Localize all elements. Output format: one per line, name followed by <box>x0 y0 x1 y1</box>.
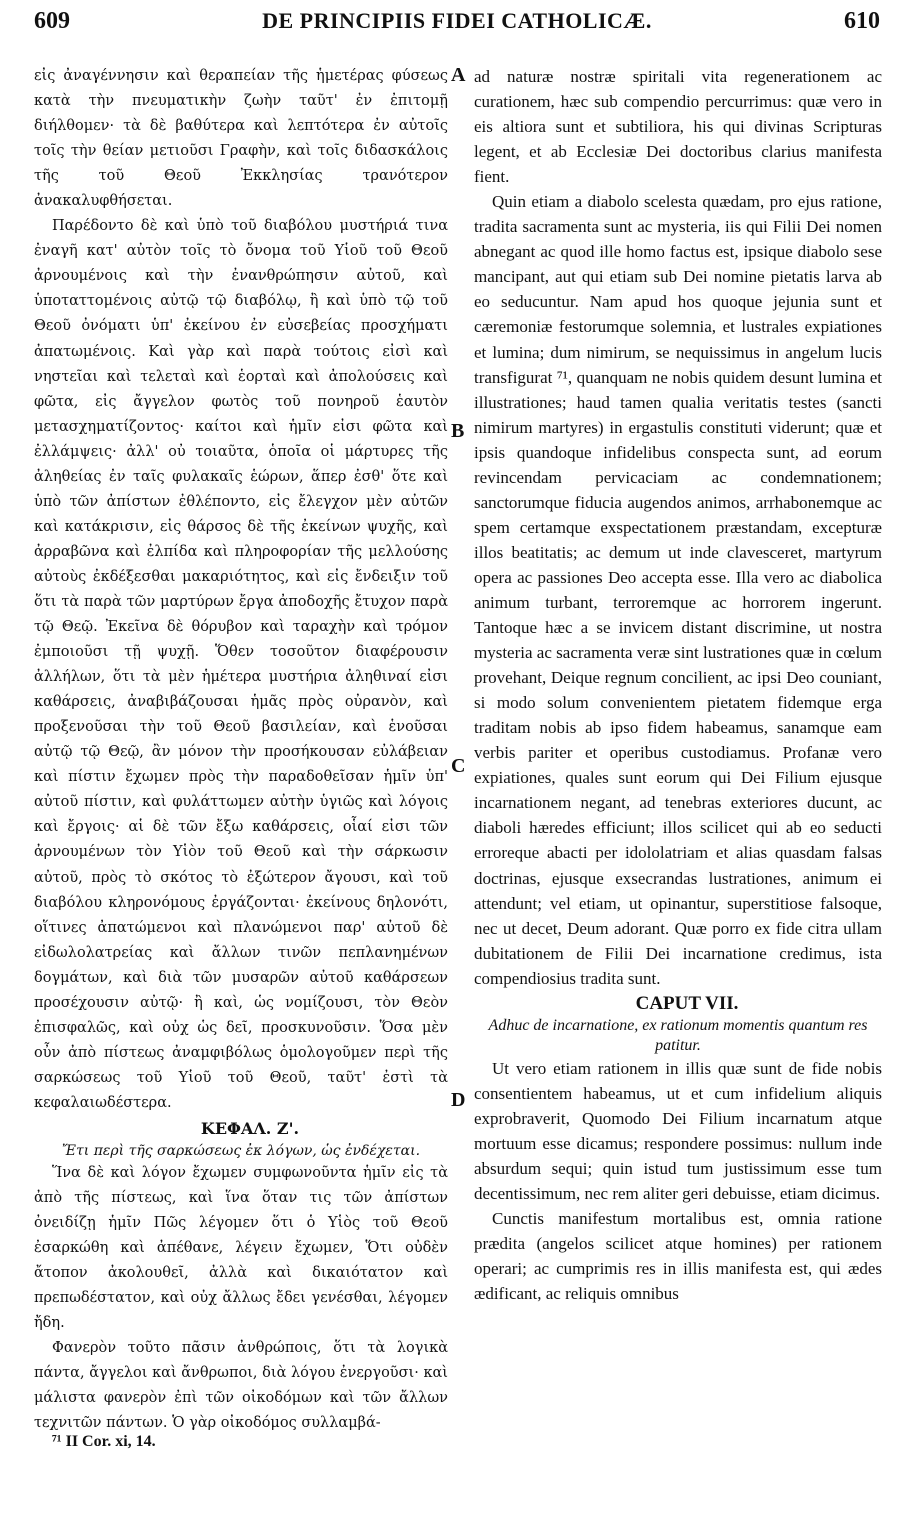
margin-letter-c: C <box>451 755 466 777</box>
greek-paragraph: Παρέδοντο δὲ καὶ ὑπὸ τοῦ διαβόλου μυστήριά τινα ἐναγῆ κατ' αὐτὸν τοῖς τὸ ὄνομα τοῦ Υἱοῦ τοῦ Θεοῦ ἀρνουμένοις καὶ τὴν ἐνανθρώπησιν αὐτοῦ, καὶ ὑποταττομένοις αὐτῷ τῷ διαβόλῳ, ἢ καὶ ὑπὸ τῷ τοῦ Θεοῦ ὀνόματι ὑπ' ἐκείνου ἐν εὐσεβείας προσχήματι ἀπατωμένοις. Καὶ γὰρ καὶ παρὰ τούτοις εἰσὶ καὶ νηστεῖαι καὶ τελεταὶ καὶ ἑορταὶ καὶ ἀπολούσεις καὶ φῶτα, εἰς ἄγγελον φωτὸς τοῦ πονηροῦ ἑαυτὸν μετασχηματίζοντος· καίτοι καὶ ἡμῖν εἰσι φῶτα καὶ ἐλλάμψεις· ἀλλ' οὐ τοιαῦτα, ὁποῖα οἱ μάρτυρες τῆς ἀληθείας ἐν ταῖς φυλακαῖς ἑώρων, ἅπερ ἐσθ' ὅτε καὶ ὑπὸ τῶν ἀπίστων ἐθλέποντο, εἰς ἔλεγχον μὲν αὐτῶν καὶ κατάκρισιν, εἰς θάρσος δὲ τῆς ἐκείνων ψυχῆς, καὶ ἀρραβῶνα καὶ ἐλπίδα καὶ πληροφορίαν τῆς μελλούσης αὐτοὺς ἐκδέξεσθαι μακαριότητος, καὶ εἰς ἔνδειξιν τοῦ ὅτι τὰ παρὰ τῶν μαρτύρων ἔργα ἀποδοχῆς ἔτυχον παρὰ τῷ Θεῷ. Ἐκεῖνα δὲ θόρυβον καὶ ταραχὴν καὶ τρόμον ἐμποιοῦσι τῇ ψυχῇ. Ὅθεν τοσοῦτον διαφέρουσιν ἀλλήλων, ὅτι τὰ μὲν ἡμέτερα μυστήρια ἀληθιναί εἰσι καθάρσεις, ἀναβιβάζουσαι ἡμᾶς πρὸς οὐρανὸν, καὶ προξενοῦσαι τὴν τοῦ Θεοῦ βασιλείαν, καὶ ἑνοῦσαι αὐτῷ τῷ Θεῷ, ἂν μόνον τὴν προσήκουσαν εὐλάβειαν καὶ πίστιν ἔχωμεν πρὸς τὴν παραδοθεῖσαν ἡμῖν ὑπ' αὐτοῦ πίστιν, καὶ φυλάττωμεν αὐτὴν ὑγιῶς καὶ λόγοις καὶ ἔργοις· αἱ δὲ τῶν ἔξω καθάρσεις, οἷαί εἰσι τῶν ἀρνουμένων τὸν Υἱὸν τοῦ Θεοῦ καὶ τὴν σάρκωσιν αὐτοῦ, πρὸς τὸ σκότος τὸ ἐξώτερον ἄγουσι, καὶ τοῦ διαβόλου κληρονόμους ἐργάζονται· ἐκείνους δηλονότι, οἵτινες ἀπατώμενοι καὶ πλανώμενοι παρ' αὐτοῦ δὲ εἰδωλολατρείας καὶ ἄλλων τινῶν πεπλανημένων δογμάτων, καὶ διὰ τῶν μυσαρῶν αὐτοῦ καθάρσεων προσέχουσιν αὐτῷ· ἢ καὶ, ὡς νομίζουσι, τὸν Θεὸν ἐπισφαλῶς, καὶ οὐχ ὡς δεῖ, προσκυνοῦσιν. Ὅσα μὲν οὖν ἀπὸ πίστεως ἀναμφιβόλως ὁμολογοῦμεν περὶ τῆς σαρκώσεως τοῦ Υἱοῦ τοῦ Θεοῦ, ταῦτ' ἐστὶ τὰ κεφαλαιωδέστερα. <box>34 218 448 1111</box>
page-number-left: 609 <box>34 8 70 34</box>
greek-chapter-heading: ΚΕΦΑΛ. Ζ'. <box>200 1118 300 1138</box>
latin-paragraph: Ut vero etiam rationem in illis quæ sunt de fide nobis consentientem habeamus, ut et cum infidelium aliquis exprobraverit, Quomodo Dei Filium incarnatum atque mortuum esse dicamus; respondere possimus: nullum inde absurdum sequi; quin istud tum justissimum esse tum decentissimum, nec rem aliter geri debuisse, etiam dicimus. <box>474 1058 882 1204</box>
latin-chapter-subtitle: Adhuc de incarnatione, ex rationum momentis quantum res patitur. <box>488 1016 868 1054</box>
greek-paragraph: Ἵνα δὲ καὶ λόγον ἔχωμεν συμφωνοῦντα ἡμῖν εἰς τὰ ἀπὸ τῆς πίστεως, καὶ ἵνα ὅταν τις τῶν ἀπίστων ὀνειδίζῃ ἡμῖν Πῶς λέγομεν ὅτι ὁ Υἱὸς τοῦ Θεοῦ ἐσαρκώθη καὶ ἀπέθανε, λέγειν ἔχωμεν, Ὅτι οὐδὲν ἄτοπον ἀκολουθεῖ, ἀλλὰ καὶ δικαιότατον καὶ πρεπωδέστατον, καὶ οὐχ ἄλλως ἔδει γενέσθαι, λέγομεν ἤδη. <box>34 1165 448 1332</box>
margin-letter-d: D <box>451 1089 466 1111</box>
greek-paragraph: εἰς ἀναγέννησιν καὶ θεραπείαν τῆς ἡμετέρας φύσεως κατὰ τὴν πνευματικὴν ζωὴν ταῦτ' ἐν ἐπιτομῇ διήλθομεν· τὰ δὲ βαθύτερα καὶ λεπτότερα ἐν αὐτοῖς τοῖς τὴν θείαν μετιοῦσι Γραφὴν, καὶ τοῖς διδασκάλοις τῆς τοῦ Θεοῦ Ἐκκλησίας τρανότερον ἀνακαλυφθήσεται. <box>34 68 448 210</box>
latin-paragraph: Quin etiam a diabolo scelesta quædam, pro ejus ratione, tradita sacramenta sunt ac mysteria, iis qui Filii Dei nomen abnegant ac quod ille homo factus est, ipsique diabolo sese mancipant, aut qui etiam sub Dei nomine pietatis larva ab eo seducuntur. Nam apud hos quoque jejunia sunt et cæremoniæ festorumque solemnia, et lustrales expiationes et lumina; dum nimirum, se nequissimus in angelum lucis transfigurat ⁷¹, quanquam ne nobis quidem desunt lumina et illustrationes; haud tamen qualia veritatis testes (sancti nimirum martyres) in ergastulis constituti viderunt; quæ et ipsis quandoque infidelibus conspecta sunt, ad eorum revincendam pervicaciam ac condemnationem; sanctorumque fiducia augendos animos, arrhabonemque ac spem certamque exspectationem præstandam, excepturæ illos beatitatis; ac demum ut inde clavesceret, martyrum opera ac passiones Deo accepta esse. Illa vero ac diabolica animum turbant, terroremque ac horrorem ingerunt. Tantoque hæc a se invicem distant discrimine, ut nostra mysteria ac sacramenta veræ sint lustrationes quæ in cœlum provehant, Deique regnum concilient, ac ipsi Deo couniant, si modo solum convenientem pietatem fidemque erga traditam nobis ab ipso fidem habeamus, sanamque eam verbis pariter et operibus custodiamus. Profanæ vero expiationes, quales sunt eorum qui Dei Filium ejusque incarnationem negant, ad tenebras exteriores ducunt, ac diaboli hæredes efficiunt; illos scilicet qui ab eo seducti erroreque abacti per idololatriam et alias quasdam falsas doctrinas, ejusque exsecrandas lustrationes, animum ei attendunt; vel etiam, ut opinantur, superstitiose falsoque, nec ut decet, Deum adorant. Quæ porro ex fide citra ullam dubitationem de Filii Dei incarnatione credimus, ista compendiosius tradita sunt. <box>474 192 882 988</box>
greek-paragraph: Φανερὸν τοῦτο πᾶσιν ἀνθρώποις, ὅτι τὰ λογικὰ πάντα, ἄγγελοι καὶ ἄνθρωποι, διὰ λόγου ἐνεργοῦσι· καὶ μάλιστα φανερὸν ἐπὶ τῶν οἰκοδόμων καὶ τῶν ἄλλων τεχνιτῶν πάντων. Ὁ γὰρ οἰκοδόμος συλλαμβά- <box>34 1340 448 1432</box>
latin-chapter-heading: CAPUT VII. <box>635 992 739 1014</box>
latin-paragraph: Cunctis manifestum mortalibus est, omnia ratione prædita (angelos scilicet atque homines) per rationem operari; ac cumprimis res in illis manifesta est, qui ædes ædificant, ac reliquis omnibus <box>474 1209 882 1304</box>
latin-paragraph: ad naturæ nostræ spiritali vita regenerationem ac curationem, hæc sub compendio percurrimus: quæ vero in eis altiora sunt et subtiliora, his qui divinas Scripturas legent, et ab Ecclesiæ Dei doctoribus clarius manifesta fient. <box>474 67 882 187</box>
margin-letter-a: A <box>451 64 466 86</box>
running-title: DE PRINCIPIIS FIDEI CATHOLICÆ. <box>262 8 652 33</box>
greek-chapter-subtitle: Ἔτι περὶ τῆς σαρκώσεως ἐκ λόγων, ὡς ἐνδέχεται. <box>61 1143 421 1160</box>
margin-letter-b: B <box>451 420 465 442</box>
latin-column <box>474 64 882 1306</box>
footnote: ⁷¹ II Cor. xi, 14. <box>52 1433 156 1450</box>
running-header <box>34 6 880 42</box>
page-number-right: 610 <box>844 8 880 34</box>
greek-column <box>34 64 448 1437</box>
